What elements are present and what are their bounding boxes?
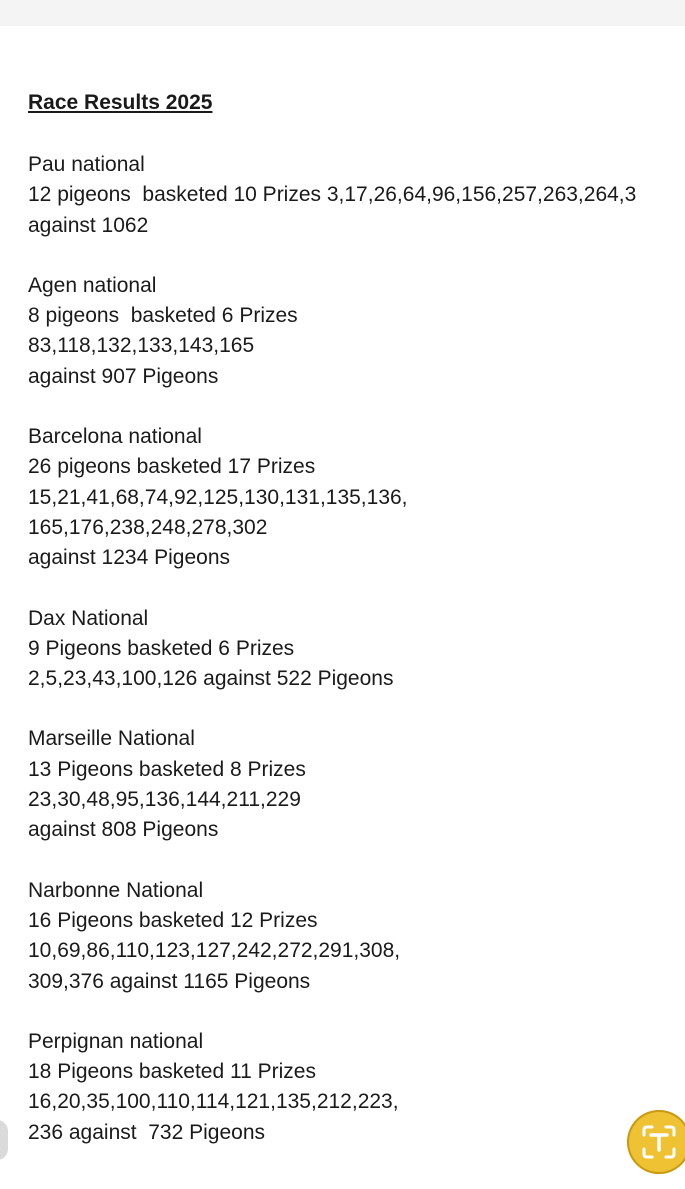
race-name: Perpignan national [28, 1029, 204, 1053]
document-body [28, 89, 685, 1178]
race-line: 10,69,86,110,123,127,242,272,291,308, [28, 939, 401, 963]
top-strip [0, 0, 685, 26]
race-entry-agen [28, 271, 685, 392]
race-line: against 808 Pigeons [28, 818, 219, 842]
race-name: Marseille National [28, 727, 195, 751]
race-entry-pau [28, 150, 685, 241]
race-line: 16 Pigeons basketed 12 Prizes [28, 908, 318, 932]
race-line: 16,20,35,100,110,114,121,135,212,223, [28, 1090, 399, 1114]
race-line: 15,21,41,68,74,92,125,130,131,135,136, [28, 485, 408, 509]
race-line: 9 Pigeons basketed 6 Prizes [28, 636, 295, 660]
race-entry-narbonne [28, 876, 685, 997]
race-line: 236 against 732 Pigeons [28, 1120, 266, 1144]
live-text-button[interactable] [627, 1110, 685, 1174]
document-title: Race Results 2025 [28, 91, 213, 114]
scroll-handle[interactable] [0, 1120, 8, 1160]
race-line: 18 Pigeons basketed 11 Prizes [28, 1060, 316, 1084]
race-line: 309,376 against 1165 Pigeons [28, 969, 311, 993]
race-line: against 1234 Pigeons [28, 546, 230, 570]
race-name: Dax National [28, 606, 149, 630]
race-line: 13 Pigeons basketed 8 Prizes [28, 757, 306, 781]
race-line: 8 pigeons basketed 6 Prizes [28, 304, 298, 328]
race-entry-dax [28, 604, 685, 695]
race-line: 26 pigeons basketed 17 Prizes [28, 455, 316, 479]
live-text-icon [640, 1123, 678, 1161]
race-entry-barcelona [28, 422, 685, 573]
race-name: Pau national [28, 153, 145, 176]
race-line: 83,118,132,133,143,165 [28, 334, 255, 358]
race-entry-perpignan [28, 1027, 685, 1148]
race-entry-marseille [28, 724, 685, 845]
race-line: against 907 Pigeons [28, 364, 219, 388]
race-line: against 1062 [28, 213, 149, 237]
race-name: Barcelona national [28, 425, 202, 449]
race-line: 165,176,238,248,278,302 [28, 515, 268, 539]
race-line: 23,30,48,95,136,144,211,229 [28, 788, 301, 812]
race-line: 12 pigeons basketed 10 Prizes 3,17,26,64,96,156,257,263,264,3 [28, 183, 637, 207]
race-name: Narbonne National [28, 878, 204, 902]
race-name: Agen national [28, 273, 157, 297]
race-line: 2,5,23,43,100,126 against 522 Pigeons [28, 667, 394, 691]
